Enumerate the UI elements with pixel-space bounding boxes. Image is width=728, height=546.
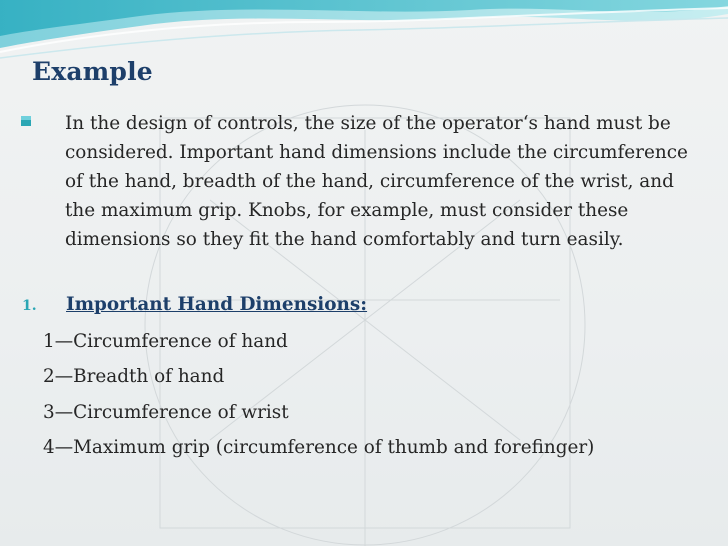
list-item: 4—Maximum grip (circumference of thumb and forefinger)	[43, 436, 595, 458]
list-item: 3—Circumference of wrist	[43, 401, 289, 423]
list-item: 1—Circumference of hand	[43, 331, 288, 352]
hand-dimensions-list	[43, 324, 594, 465]
slide-title: Example	[32, 57, 153, 86]
list-item: 2—Breadth of hand	[43, 366, 225, 388]
list-number: 1.	[22, 298, 37, 314]
hand-dimensions-heading: Important Hand Dimensions:	[66, 294, 368, 315]
bullet-paragraph	[20, 109, 700, 254]
numbered-heading	[22, 290, 367, 321]
square-bullet-icon	[20, 115, 32, 127]
bullet-text: In the design of controls, the size of the operator‘s hand must be considered. Important hand dimensions include the circumference of the hand, breadth of the hand, circumference of the wrist, and the maximum grip. Knobs, for example, must consider these dimensions so they fit the hand comfortably and turn easily.	[65, 113, 688, 250]
